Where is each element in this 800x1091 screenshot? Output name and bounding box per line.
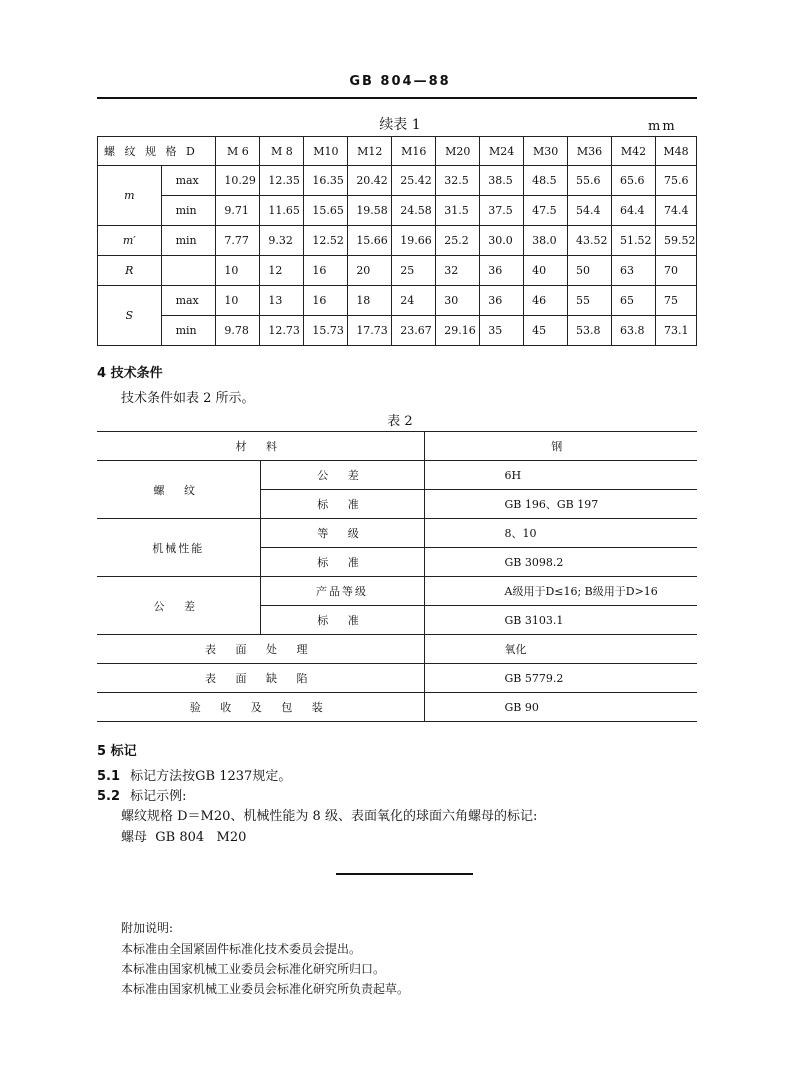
size-cell: M48 [655, 137, 696, 166]
value-cell: 65.6 [612, 166, 656, 196]
value-cell: 64.4 [612, 196, 656, 226]
value-cell: 25.42 [392, 166, 436, 196]
value-cell: 9.78 [216, 316, 260, 346]
value-cell: 17.73 [348, 316, 392, 346]
value-cell: 23.67 [392, 316, 436, 346]
size-cell: M24 [480, 137, 524, 166]
value-cell: 40 [524, 256, 568, 286]
item-label: 标 准 [260, 490, 424, 519]
table-row [98, 286, 697, 316]
value-cell: 74.4 [655, 196, 696, 226]
size-cell: M30 [524, 137, 568, 166]
value-cell: 32.5 [436, 166, 480, 196]
table-row [98, 166, 697, 196]
value-cell: 6H [424, 461, 697, 490]
value-cell: 70 [655, 256, 696, 286]
value-cell: 30 [436, 286, 480, 316]
clause-number: 5.2 [97, 789, 121, 804]
value-cell: 29.16 [436, 316, 480, 346]
table2-title: 表 2 [387, 414, 413, 429]
marking-example-description: 螺纹规格 D＝M20、机械性能为 8 级、表面氧化的球面六角螺母的标记: [121, 809, 538, 824]
value-cell: 59.52 [655, 226, 696, 256]
value-cell: 10 [216, 256, 260, 286]
group-label: 公 差 [97, 577, 260, 635]
value-cell: 13 [260, 286, 304, 316]
table2 [97, 431, 697, 722]
value-cell: 36 [480, 286, 524, 316]
value-cell: 63 [612, 256, 656, 286]
value-cell: 12.73 [260, 316, 304, 346]
note-line: 本标准由国家机械工业委员会标准化研究所负责起草。 [121, 982, 410, 996]
table-row [97, 577, 697, 606]
note-line: 本标准由全国紧固件标准化技术委员会提出。 [121, 942, 362, 956]
item-label: 表 面 处 理 [97, 635, 424, 664]
value-cell: 38.0 [524, 226, 568, 256]
value-cell: 7.77 [216, 226, 260, 256]
value-cell: 16 [304, 286, 348, 316]
end-rule [336, 873, 473, 875]
clause-text: 标记示例: [130, 789, 187, 804]
table-row [98, 316, 697, 346]
value-cell: 55.6 [568, 166, 612, 196]
material-header: 材 料 [97, 432, 424, 461]
value-cell: 24 [392, 286, 436, 316]
section-4-heading: 4 技术条件 [97, 366, 163, 381]
steel-header: 钢 [424, 432, 697, 461]
value-cell: 48.5 [524, 166, 568, 196]
table1-header-row [98, 137, 697, 166]
value-cell: 12 [260, 256, 304, 286]
value-cell: 51.52 [612, 226, 656, 256]
value-cell: 25 [392, 256, 436, 286]
table-row [98, 196, 697, 226]
value-cell: 25.2 [436, 226, 480, 256]
table-row [98, 226, 697, 256]
row-label: m [98, 166, 162, 226]
group-label: 机械性能 [97, 519, 260, 577]
group-label: 螺 纹 [97, 461, 260, 519]
value-cell: 65 [612, 286, 656, 316]
table-row [98, 256, 697, 286]
value-cell: 46 [524, 286, 568, 316]
value-cell: 38.5 [480, 166, 524, 196]
value-cell: 63.8 [612, 316, 656, 346]
value-cell: 54.4 [568, 196, 612, 226]
value-cell: A级用于D≤16; B级用于D>16 [424, 577, 697, 606]
marking-example: 螺母 GB 804 M20 [121, 830, 247, 845]
header-rule [97, 97, 697, 99]
item-label: 产品等级 [260, 577, 424, 606]
value-cell: 37.5 [480, 196, 524, 226]
value-cell: GB 90 [424, 693, 697, 722]
value-cell: 9.32 [260, 226, 304, 256]
value-cell: 氧化 [424, 635, 697, 664]
table1-unit: mm [648, 119, 677, 134]
value-cell: 18 [348, 286, 392, 316]
value-cell: 30.0 [480, 226, 524, 256]
size-cell: M 6 [216, 137, 260, 166]
item-label: 标 准 [260, 548, 424, 577]
row-label: m′ [98, 226, 162, 256]
clause-text: 标记方法按GB 1237规定。 [130, 769, 292, 784]
size-cell: M36 [568, 137, 612, 166]
value-cell: 10 [216, 286, 260, 316]
value-cell: 10.29 [216, 166, 260, 196]
value-cell: 50 [568, 256, 612, 286]
value-cell: GB 5779.2 [424, 664, 697, 693]
item-label: 表 面 缺 陷 [97, 664, 424, 693]
table2-header-row [97, 432, 697, 461]
clause-5-1 [97, 765, 291, 784]
item-label: 等 级 [260, 519, 424, 548]
table-row [97, 693, 697, 722]
clause-5-2 [97, 785, 187, 804]
table-row [97, 664, 697, 693]
notes-title: 附加说明: [121, 921, 174, 935]
size-cell: M10 [304, 137, 348, 166]
clause-number: 5.1 [97, 769, 121, 784]
item-label: 标 准 [260, 606, 424, 635]
value-cell: 75.6 [655, 166, 696, 196]
size-cell: M16 [392, 137, 436, 166]
value-cell: GB 196、GB 197 [424, 490, 697, 519]
value-cell: 32 [436, 256, 480, 286]
row-sub-label: min [161, 226, 216, 256]
table1 [97, 136, 697, 346]
item-label: 公 差 [260, 461, 424, 490]
row-sub-label [161, 256, 216, 286]
table-row [97, 635, 697, 664]
value-cell: 36 [480, 256, 524, 286]
value-cell: 19.66 [392, 226, 436, 256]
value-cell: 11.65 [260, 196, 304, 226]
value-cell: 73.1 [655, 316, 696, 346]
size-cell: M12 [348, 137, 392, 166]
value-cell: 16.35 [304, 166, 348, 196]
table1-title: 续表 1 [379, 117, 421, 133]
value-cell: 24.58 [392, 196, 436, 226]
value-cell: 15.66 [348, 226, 392, 256]
value-cell: 31.5 [436, 196, 480, 226]
value-cell: 8、10 [424, 519, 697, 548]
value-cell: 19.58 [348, 196, 392, 226]
table-row [97, 461, 697, 490]
table-row [97, 519, 697, 548]
value-cell: 35 [480, 316, 524, 346]
size-cell: M20 [436, 137, 480, 166]
value-cell: 9.71 [216, 196, 260, 226]
section-4-text: 技术条件如表 2 所示。 [121, 391, 255, 406]
row-sub-label: max [161, 166, 216, 196]
row-label: R [98, 256, 162, 286]
size-cell: M42 [612, 137, 656, 166]
row-sub-label: min [161, 196, 216, 226]
value-cell: 75 [655, 286, 696, 316]
item-label: 验 收 及 包 装 [97, 693, 424, 722]
value-cell: 20 [348, 256, 392, 286]
section-5-heading: 5 标记 [97, 744, 137, 759]
value-cell: 15.65 [304, 196, 348, 226]
value-cell: 43.52 [568, 226, 612, 256]
row-sub-label: max [161, 286, 216, 316]
value-cell: 12.52 [304, 226, 348, 256]
value-cell: GB 3098.2 [424, 548, 697, 577]
value-cell: GB 3103.1 [424, 606, 697, 635]
size-cell: M 8 [260, 137, 304, 166]
row-label: S [98, 286, 162, 346]
value-cell: 47.5 [524, 196, 568, 226]
value-cell: 55 [568, 286, 612, 316]
value-cell: 16 [304, 256, 348, 286]
note-line: 本标准由国家机械工业委员会标准化研究所归口。 [121, 962, 386, 976]
header-label: 螺 纹 规 格 D [98, 137, 216, 166]
value-cell: 45 [524, 316, 568, 346]
value-cell: 53.8 [568, 316, 612, 346]
value-cell: 15.73 [304, 316, 348, 346]
row-sub-label: min [161, 316, 216, 346]
value-cell: 12.35 [260, 166, 304, 196]
document-code: GB 804—88 [349, 74, 451, 89]
value-cell: 20.42 [348, 166, 392, 196]
